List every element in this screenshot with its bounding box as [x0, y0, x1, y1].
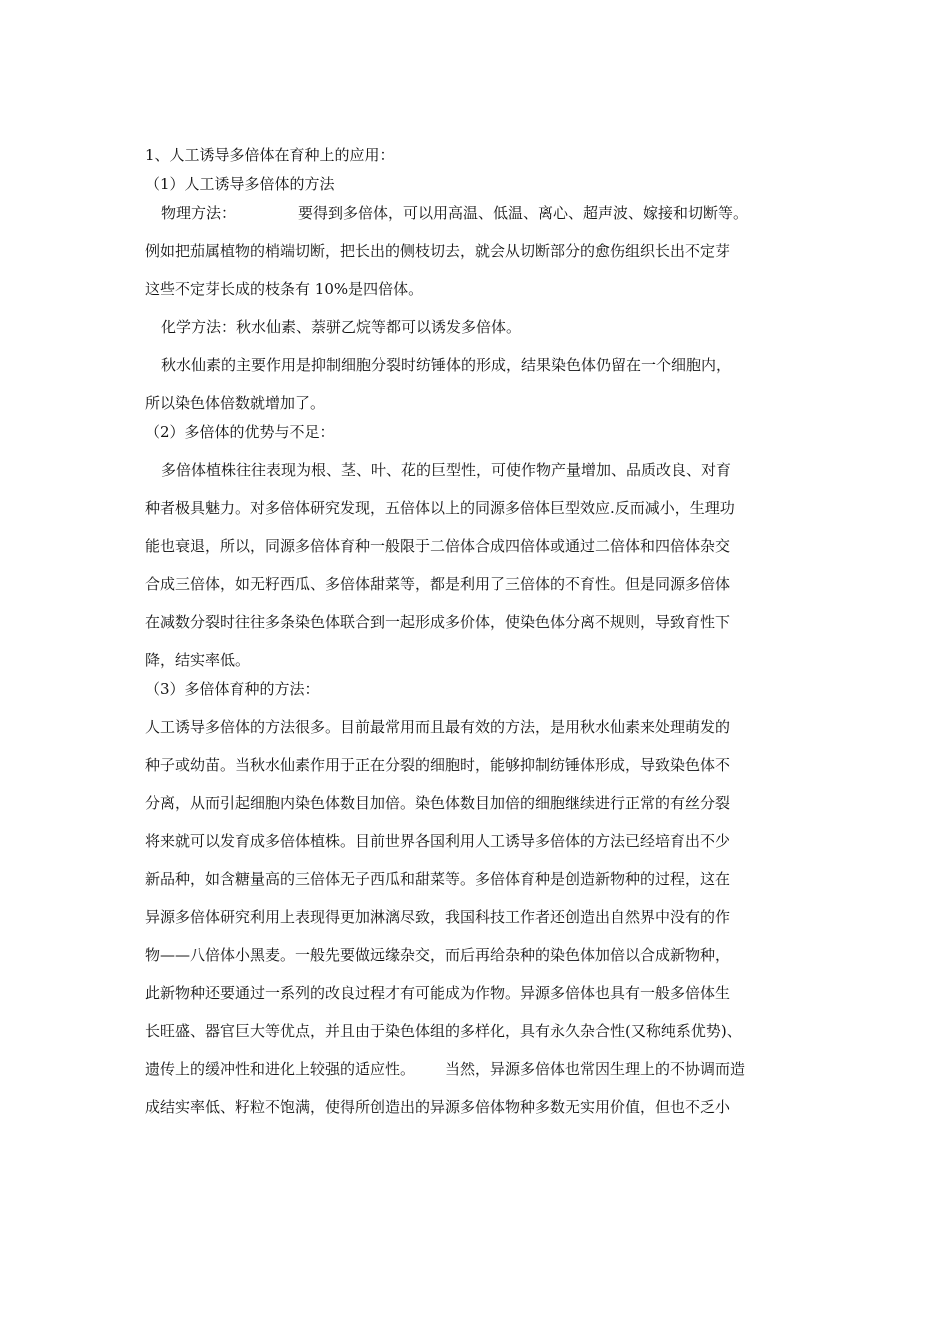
section2-title: （2）多倍体的优势与不足：	[145, 423, 335, 441]
physical-method-line2: 例如把茄属植物的梢端切断，把长出的侧枝切去，就会从切断部分的愈伤组织长出不定芽	[145, 242, 731, 260]
section3-line: 异源多倍体研究利用上表现得更加淋漓尽致，我国科技工作者还创造出自然界中没有的作	[145, 908, 731, 926]
section3-title: （3）多倍体育种的方法：	[145, 680, 320, 698]
chemical-method-line: 化学方法：秋水仙素、萘骈乙烷等都可以诱发多倍体。	[161, 318, 522, 336]
section3-line-part-a: 遗传上的缓冲性和进化上较强的适应性。	[145, 1060, 416, 1078]
section3-line: 此新物种还要通过一系列的改良过程才有可能成为作物。异源多倍体也具有一般多倍体生	[145, 984, 731, 1002]
physical-method-line3: 这些不定芽长成的枝条有 10%是四倍体。	[145, 280, 424, 298]
section2-line: 多倍体植株往往表现为根、茎、叶、花的巨型性，可使作物产量增加、品质改良、对育	[161, 461, 732, 479]
physical-method-text: 要得到多倍体，可以用高温、低温、离心、超声波、嫁接和切断等。	[298, 204, 749, 222]
section3-line: 将来就可以发育成多倍体植株。目前世界各国利用人工诱导多倍体的方法已经培育出不少	[145, 832, 731, 850]
section2-line: 合成三倍体，如无籽西瓜、多倍体甜菜等，都是利用了三倍体的不育性。但是同源多倍体	[145, 575, 731, 593]
section2-line: 在减数分裂时往往多条染色体联合到一起形成多价体，使染色体分离不规则，导致育性下	[145, 613, 731, 631]
main-heading: 1、人工诱导多倍体在育种上的应用：	[145, 146, 395, 164]
section3-line: 种子或幼苗。当秋水仙素作用于正在分裂的细胞时，能够抑制纺锤体形成，导致染色体不	[145, 756, 731, 774]
section3-line-part-b: 当然，异源多倍体也常因生理上的不协调而造	[445, 1060, 746, 1078]
section3-line: 新品种，如含糖量高的三倍体无子西瓜和甜菜等。多倍体育种是创造新物种的过程，这在	[145, 870, 731, 888]
colchicine-line1: 秋水仙素的主要作用是抑制细胞分裂时纺锤体的形成，结果染色体仍留在一个细胞内，	[161, 356, 732, 374]
section3-line: 物——八倍体小黑麦。一般先要做远缘杂交，而后再给杂种的染色体加倍以合成新物种，	[145, 946, 731, 964]
section3-line: 分离，从而引起细胞内染色体数目加倍。染色体数目加倍的细胞继续进行正常的有丝分裂	[145, 794, 731, 812]
physical-method-label: 物理方法：	[161, 204, 237, 222]
section3-line-split	[145, 1059, 815, 1079]
section1-title: （1）人工诱导多倍体的方法	[145, 175, 335, 193]
section3-line: 人工诱导多倍体的方法很多。目前最常用而且最有效的方法，是用秋水仙素来处理萌发的	[145, 718, 731, 736]
document-body	[145, 145, 815, 1135]
section3-line: 长旺盛、器官巨大等优点，并且由于染色体组的多样化，具有永久杂合性(又称纯系优势)、	[145, 1022, 742, 1040]
section3-final-line: 成结实率低、籽粒不饱满，使得所创造出的异源多倍体物种多数无实用价值，但也不乏小	[145, 1098, 731, 1116]
section2-line: 降，结实率低。	[145, 651, 251, 669]
colchicine-line2: 所以染色体倍数就增加了。	[145, 394, 326, 412]
section2-line: 种者极具魅力。对多倍体研究发现，五倍体以上的同源多倍体巨型效应.反而减小，生理功	[145, 499, 735, 517]
section2-line: 能也衰退，所以，同源多倍体育种一般限于二倍体合成四倍体或通过二倍体和四倍体杂交	[145, 537, 731, 555]
physical-method-line	[145, 203, 815, 223]
